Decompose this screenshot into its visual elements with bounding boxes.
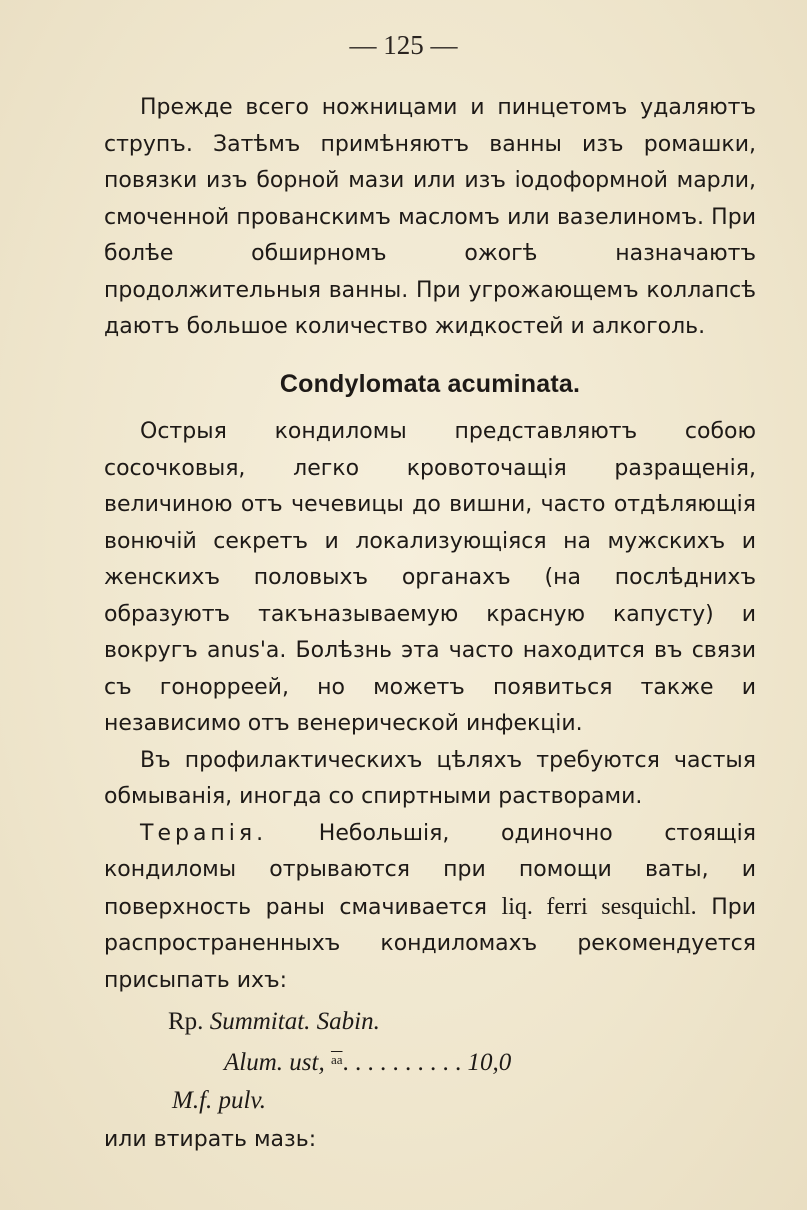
formula-line-3	[104, 1082, 756, 1120]
paragraph-3: Въ профилактическихъ цѣляхъ требуются частыя обмыванія, иногда со спиртными растворами.	[104, 747, 756, 809]
therapy-label: Терапія.	[140, 820, 268, 846]
paragraph-4-text-b: При распространенныхъ кондиломахъ рекомендуется присыпать ихъ:	[104, 894, 756, 993]
paragraph-4	[104, 816, 756, 1000]
formula-line-2-value: 10,0	[467, 1049, 512, 1076]
paragraph-2: Острыя кондиломы представляютъ собою сосочковыя, легко кровоточащія разращенія, величиною отъ чечевицы до вишни, часто отдѣляющія вонючій секретъ и локализующіяся на мужскихъ и женскихъ половыхъ органахъ (на послѣднихъ образуютъ такъназываемую красную капусту) и вокругъ anus'a. Болѣзнь эта часто находится въ связи съ гонорреей, но можетъ появиться также и независимо отъ венерической инфекціи.	[104, 419, 756, 736]
formula-rp: Rp.	[168, 1008, 204, 1035]
formula-line-2-text: Alum. ust,	[224, 1049, 325, 1076]
paragraph-1: Прежде всего ножницами и пинцетомъ удаляютъ струпъ. Затѣмъ примѣняютъ ванны изъ ромашки, повязки изъ борной мази или изъ іодоформной марли, смоченной прованскимъ масломъ или вазелиномъ. При болѣе обширномъ ожогѣ назначаютъ продолжительныя ванны. При угрожающемъ коллапсѣ даютъ большое количество жидкостей и алкоголь.	[104, 95, 756, 339]
prescription-formula	[104, 1003, 756, 1120]
paragraph-4-latin: liq. ferri sesquichl.	[501, 893, 697, 920]
formula-line-1-text: Summitat. Sabin.	[209, 1008, 380, 1035]
formula-line-3-text: M.f. pulv.	[172, 1087, 266, 1114]
last-line: или втирать мазь:	[104, 1127, 317, 1152]
page-body	[104, 90, 756, 1159]
paragraph-4-text-a: Небольшія, одиночно стоящія кондиломы отрываются при помощи ваты, и поверхность раны смачивается	[104, 820, 756, 920]
section-heading: Condylomata acuminata.	[279, 369, 581, 398]
formula-dots: . . . . . . . . . .	[342, 1049, 462, 1076]
formula-line-1	[104, 1003, 756, 1041]
formula-aa-mark: aa	[330, 1052, 343, 1067]
formula-line-2	[104, 1041, 756, 1082]
page-number: — 125 —	[349, 30, 458, 60]
